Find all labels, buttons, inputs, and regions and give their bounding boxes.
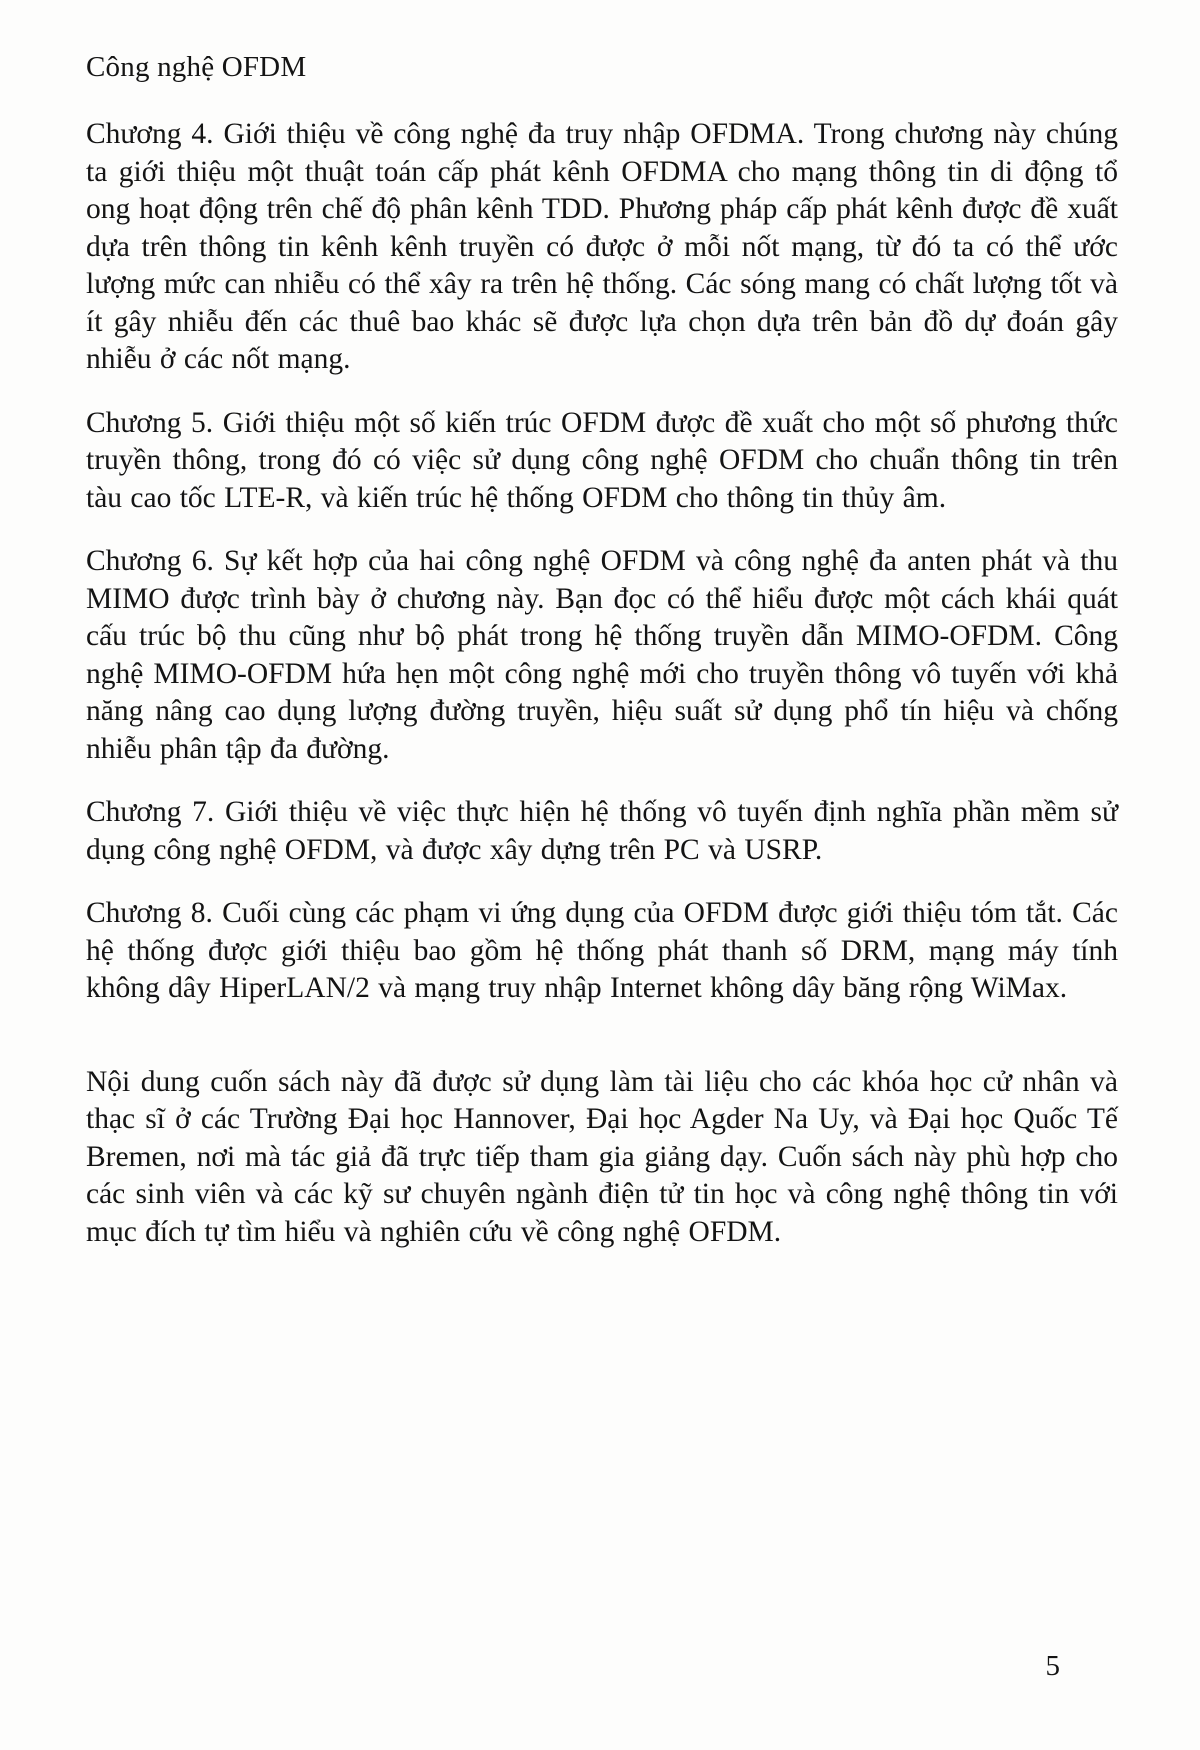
paragraph-chapter-7: Chương 7. Giới thiệu về việc thực hiện hệ thống vô tuyến định nghĩa phần mềm sử dụng công nghệ OFDM, và được xây dựng trên PC và USRP.	[86, 796, 1118, 866]
paragraph-usage-note: Nội dung cuốn sách này đã được sử dụng làm tài liệu cho các khóa học cử nhân và thạc sĩ ở các Trường Đại học Hannover, Đại học Agder Na Uy, và Đại học Quốc Tế Bremen, nơi mà tác giả đã trực tiếp tham gia giảng dạy. Cuốn sách này phù hợp cho các sinh viên và các kỹ sư chuyên ngành điện tử tin học và công nghệ thông tin với mục đích tự tìm hiểu và nghiên cứu về công nghệ OFDM.	[86, 1065, 1118, 1248]
running-header: Công nghệ OFDM	[86, 51, 307, 83]
page-body	[86, 116, 1118, 1251]
paragraph-chapter-8: Chương 8. Cuối cùng các phạm vi ứng dụng của OFDM được giới thiệu tóm tắt. Các hệ thống được giới thiệu bao gồm hệ thống phát thanh số DRM, mạng máy tính không dây HiperLAN/2 và mạng truy nhập Internet không dây băng rộng WiMax.	[86, 897, 1118, 1004]
page-number: 5	[1045, 1650, 1060, 1682]
paragraph-chapter-6: Chương 6. Sự kết hợp của hai công nghệ OFDM và công nghệ đa anten phát và thu MIMO được trình bày ở chương này. Bạn đọc có thể hiểu được một cách khái quát cấu trúc bộ thu cũng như bộ phát trong hệ thống truyền dẫn MIMO-OFDM. Công nghệ MIMO-OFDM hứa hẹn một công nghệ mới cho truyền thông vô tuyến với khả năng nâng cao dụng lượng đường truyền, hiệu suất sử dụng phổ tín hiệu và chống nhiễu phân tập đa đường.	[86, 545, 1118, 765]
paragraph-chapter-4: Chương 4. Giới thiệu về công nghệ đa truy nhập OFDMA. Trong chương này chúng ta giới thiệu một thuật toán cấp phát kênh OFDMA cho mạng thông tin di động tổ ong hoạt động trên chế độ phân kênh TDD. Phương pháp cấp phát kênh được đề xuất dựa trên thông tin kênh kênh truyền có được ở mỗi nốt mạng, từ đó ta có thể ước lượng mức can nhiễu có thể xây ra trên hệ thống. Các sóng mang có chất lượng tốt và ít gây nhiễu đến các thuê bao khác sẽ được lựa chọn dựa trên bản đồ dự đoán gây nhiễu ở các nốt mạng.	[86, 118, 1118, 375]
paragraph-chapter-5: Chương 5. Giới thiệu một số kiến trúc OFDM được đề xuất cho một số phương thức truyền thông, trong đó có việc sử dụng công nghệ OFDM cho chuẩn thông tin trên tàu cao tốc LTE-R, và kiến trúc hệ thống OFDM cho thông tin thủy âm.	[86, 406, 1118, 514]
